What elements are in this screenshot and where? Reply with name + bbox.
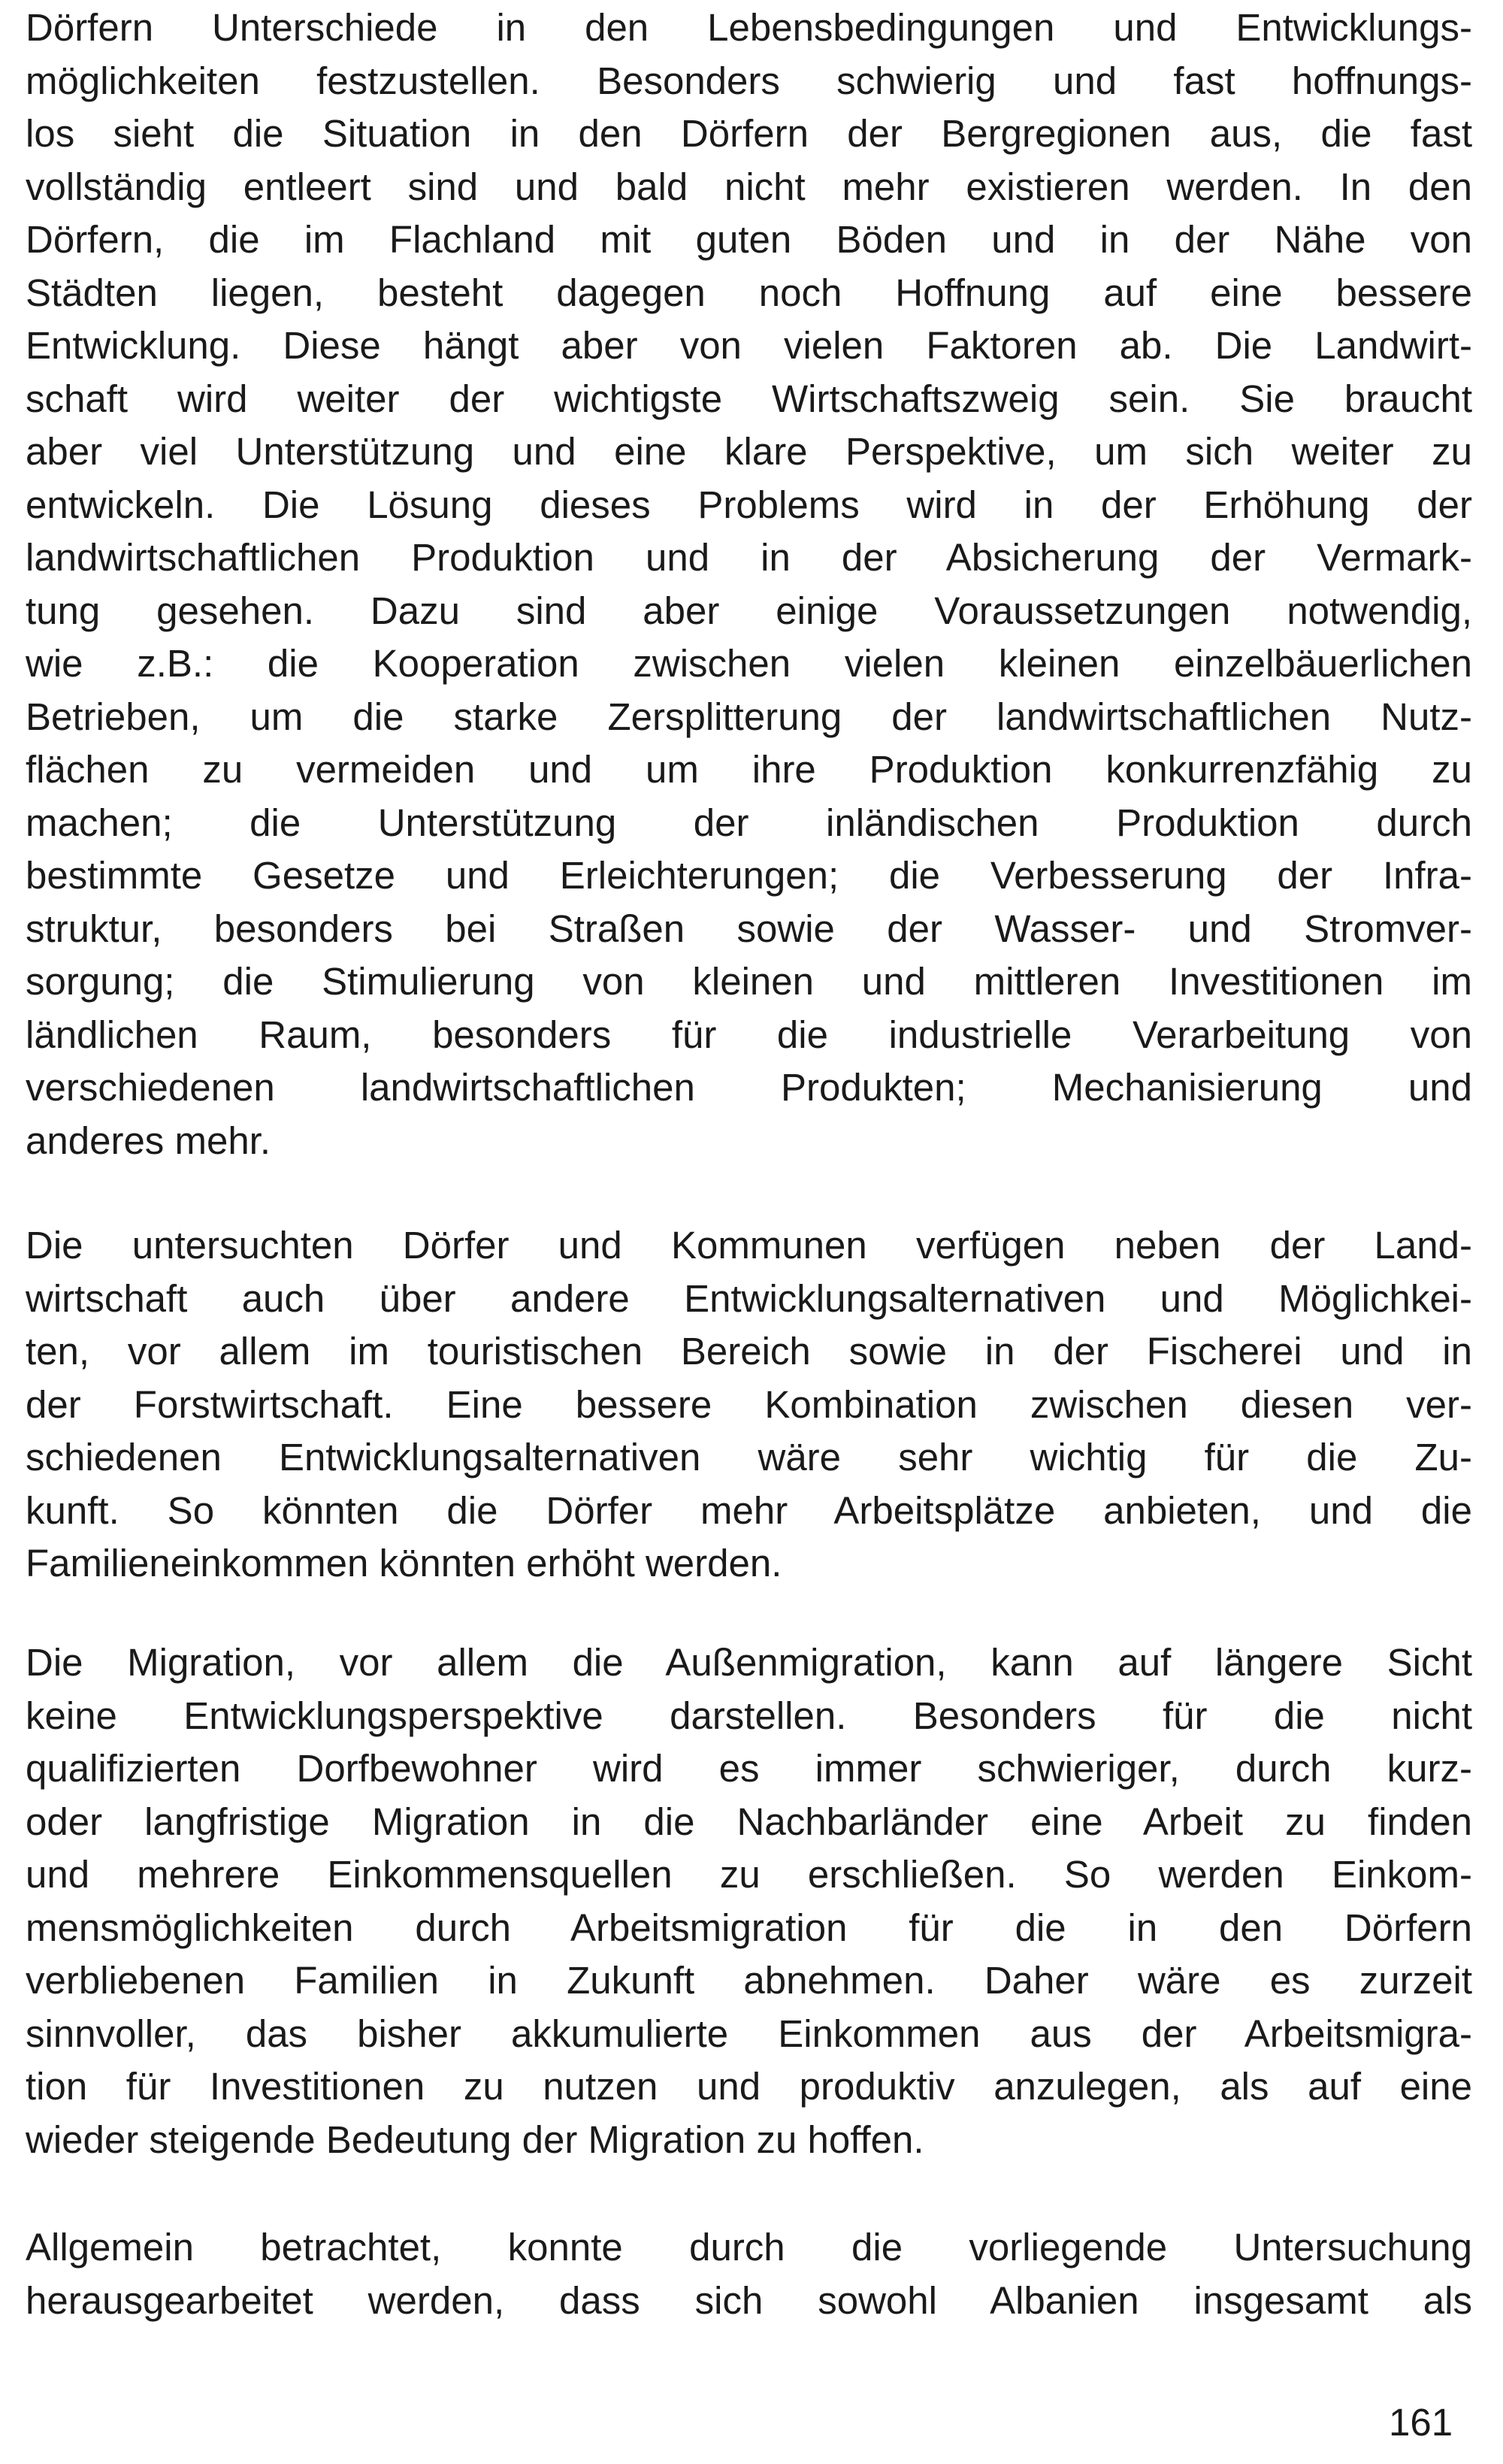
paragraph-4 [26,2221,1472,2327]
text-line: tung gesehen. Dazu sind aber einige Voraussetzungen notwendig, [26,589,1472,632]
text-line: Städten liegen, besteht dagegen noch Hoffnung auf eine bessere [26,271,1472,314]
text-line: schiedenen Entwicklungsalternativen wäre sehr wichtig für die Zu- [26,1436,1472,1479]
text-line: verschiedenen landwirtschaftlichen Produkten; Mechanisierung und [26,1066,1472,1109]
text-line: möglichkeiten festzustellen. Besonders schwierig und fast hoffnungs- [26,59,1472,102]
text-line: Die untersuchten Dörfer und Kommunen verfügen neben der Land- [26,1224,1472,1267]
text-line: los sieht die Situation in den Dörfern der Bergregionen aus, die fast [26,112,1472,155]
page-number: 161 [1389,2401,1453,2444]
text-line: sinnvoller, das bisher akkumulierte Einkommen aus der Arbeitsmigra- [26,2011,1472,2055]
text-line: Familieneinkommen könnten erhöht werden. [26,1542,782,1585]
text-line: machen; die Unterstützung der inländischen Produktion durch [26,801,1472,844]
text-line: Allgemein betrachtet, konnte durch die vorliegende Untersuchung [26,2226,1472,2269]
text-line: oder langfristige Migration in die Nachbarländer eine Arbeit zu finden [26,1800,1472,1843]
text-line: kunft. So könnten die Dörfer mehr Arbeitsplätze anbieten, und die [26,1488,1472,1532]
text-line: aber viel Unterstützung und eine klare Perspektive, um sich weiter zu [26,430,1472,473]
text-line: wie z.B.: die Kooperation zwischen vielen kleinen einzelbäuerlichen [26,642,1472,685]
text-line: und mehrere Einkommensquellen zu erschließen. So werden Einkom- [26,1853,1472,1896]
text-line: verbliebenen Familien in Zukunft abnehmen. Daher wäre es zurzeit [26,1959,1472,2002]
text-line: struktur, besonders bei Straßen sowie der Wasser- und Stromver- [26,907,1472,950]
text-line: anderes mehr. [26,1118,271,1162]
text-line: flächen zu vermeiden und um ihre Produktion konkurrenzfähig zu [26,748,1472,791]
text-line: Entwicklung. Diese hängt aber von vielen Faktoren ab. Die Landwirt- [26,324,1472,367]
text-line: Dörfern, die im Flachland mit guten Böden und in der Nähe von [26,218,1472,261]
text-line: Die Migration, vor allem die Außenmigration, kann auf längere Sicht [26,1641,1472,1684]
text-line: sorgung; die Stimulierung von kleinen und mittleren Investitionen im [26,960,1472,1003]
text-line: mensmöglichkeiten durch Arbeitsmigration für die in den Dörfern [26,1906,1472,1949]
paragraph-2 [26,1219,1472,1591]
text-line: herausgearbeitet werden, dass sich sowohl Albanien insgesamt als [26,2278,1472,2322]
text-line: keine Entwicklungsperspektive darstellen. Besonders für die nicht [26,1694,1472,1737]
text-line: der Forstwirtschaft. Eine bessere Kombination zwischen diesen ver- [26,1382,1472,1426]
text-line: ländlichen Raum, besonders für die industrielle Verarbeitung von [26,1013,1472,1056]
paragraph-3 [26,1636,1472,2166]
text-line: entwickeln. Die Lösung dieses Problems wird in der Erhöhung der [26,483,1472,526]
text-line: wieder steigende Bedeutung der Migration zu hoffen. [26,2117,924,2161]
text-line: landwirtschaftlichen Produktion und in der Absicherung der Vermark- [26,536,1472,579]
text-line: Dörfern Unterschiede in den Lebensbedingungen und Entwicklungs- [26,6,1472,49]
text-line: wirtschaft auch über andere Entwicklungsalternativen und Möglichkei- [26,1276,1472,1320]
text-line: Betrieben, um die starke Zersplitterung der landwirtschaftlichen Nutz- [26,695,1472,738]
text-line: vollständig entleert sind und bald nicht mehr existieren werden. In den [26,165,1472,208]
text-line: bestimmte Gesetze und Erleichterungen; die Verbesserung der Infra- [26,854,1472,897]
text-line: schaft wird weiter der wichtigste Wirtschaftszweig sein. Sie braucht [26,377,1472,420]
text-line: tion für Investitionen zu nutzen und produktiv anzulegen, als auf eine [26,2065,1472,2108]
text-line: qualifizierten Dorfbewohner wird es immer schwieriger, durch kurz- [26,1747,1472,1790]
paragraph-1 [26,2,1472,1167]
text-line: ten, vor allem im touristischen Bereich sowie in der Fischerei und in [26,1330,1472,1373]
